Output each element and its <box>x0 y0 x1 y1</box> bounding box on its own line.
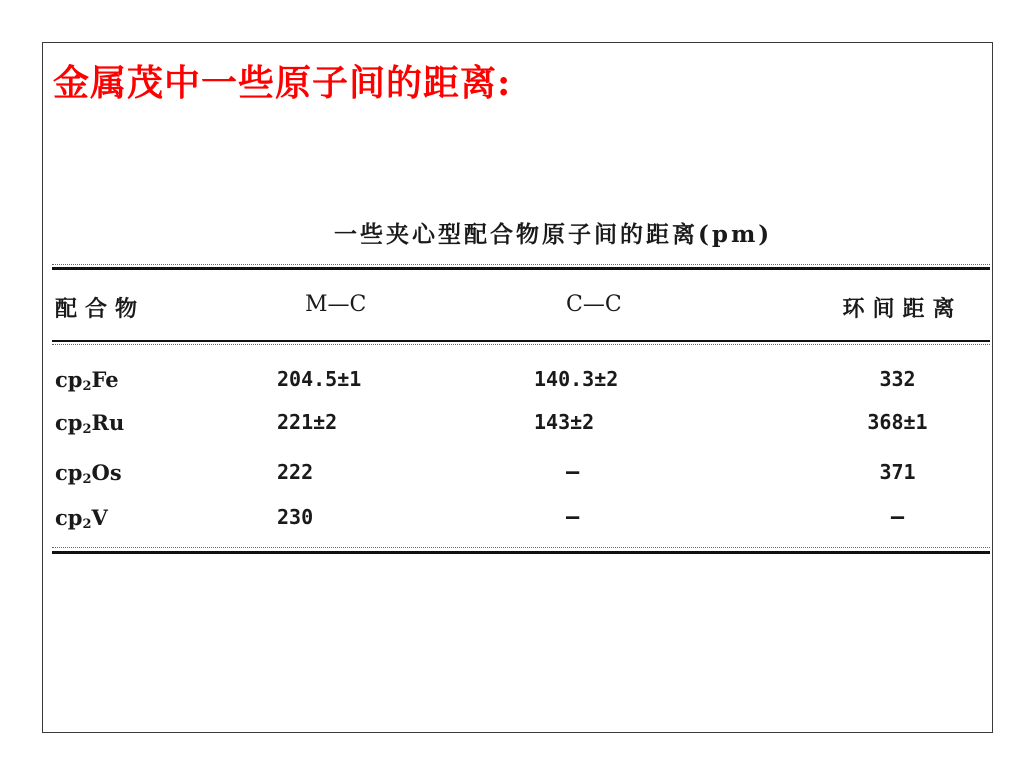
table-row-complex <box>55 505 108 532</box>
table-header-dotted-rule <box>52 344 990 345</box>
header-ring-distance: 环间距离 <box>842 296 963 322</box>
table-cell-ring-distance: 368±1 <box>867 410 928 434</box>
table-cell-ring-distance: — <box>890 505 905 530</box>
complex-metal: Fe <box>91 367 119 392</box>
complex-metal: Ru <box>91 410 125 435</box>
table-cell-m-c: 221±2 <box>277 410 338 434</box>
complex-metal: V <box>91 505 108 530</box>
table-row-complex <box>55 367 119 394</box>
complex-prefix: cp <box>55 410 83 435</box>
table-cell-c-c: — <box>566 505 580 530</box>
table-cell-m-c: 204.5±1 <box>277 367 362 391</box>
table-bottom-dotted-rule <box>52 547 990 548</box>
table-cell-m-c: 230 <box>277 505 314 529</box>
complex-metal: Os <box>91 460 122 485</box>
table-caption: 一些夹心型配合物原子间的距离(pm) <box>334 221 773 248</box>
complex-subscript: 2 <box>82 472 92 487</box>
table-cell-c-c: — <box>566 460 580 485</box>
table-cell-c-c: 140.3±2 <box>534 367 619 391</box>
table-top-rule <box>52 267 990 270</box>
table-row-complex <box>55 460 122 487</box>
table-bottom-rule <box>52 551 990 554</box>
table-cell-m-c: 222 <box>277 460 314 484</box>
complex-prefix: cp <box>55 367 83 392</box>
complex-prefix: cp <box>55 505 83 530</box>
table-cell-ring-distance: 332 <box>879 367 916 391</box>
complex-subscript: 2 <box>82 517 92 532</box>
header-complex: 配合物 <box>55 296 146 322</box>
table-header-rule <box>52 340 990 342</box>
table-top-dotted-rule <box>52 264 990 265</box>
header-c-c: C—C <box>566 292 622 317</box>
complex-subscript: 2 <box>82 422 92 437</box>
table-cell-ring-distance: 371 <box>879 460 916 484</box>
slide-title: 金属茂中一些原子间的距离: <box>53 62 512 104</box>
complex-prefix: cp <box>55 460 83 485</box>
table-row-complex <box>55 410 124 437</box>
header-m-c: M—C <box>305 292 367 317</box>
table-cell-c-c: 143±2 <box>534 410 595 434</box>
complex-subscript: 2 <box>82 379 92 394</box>
